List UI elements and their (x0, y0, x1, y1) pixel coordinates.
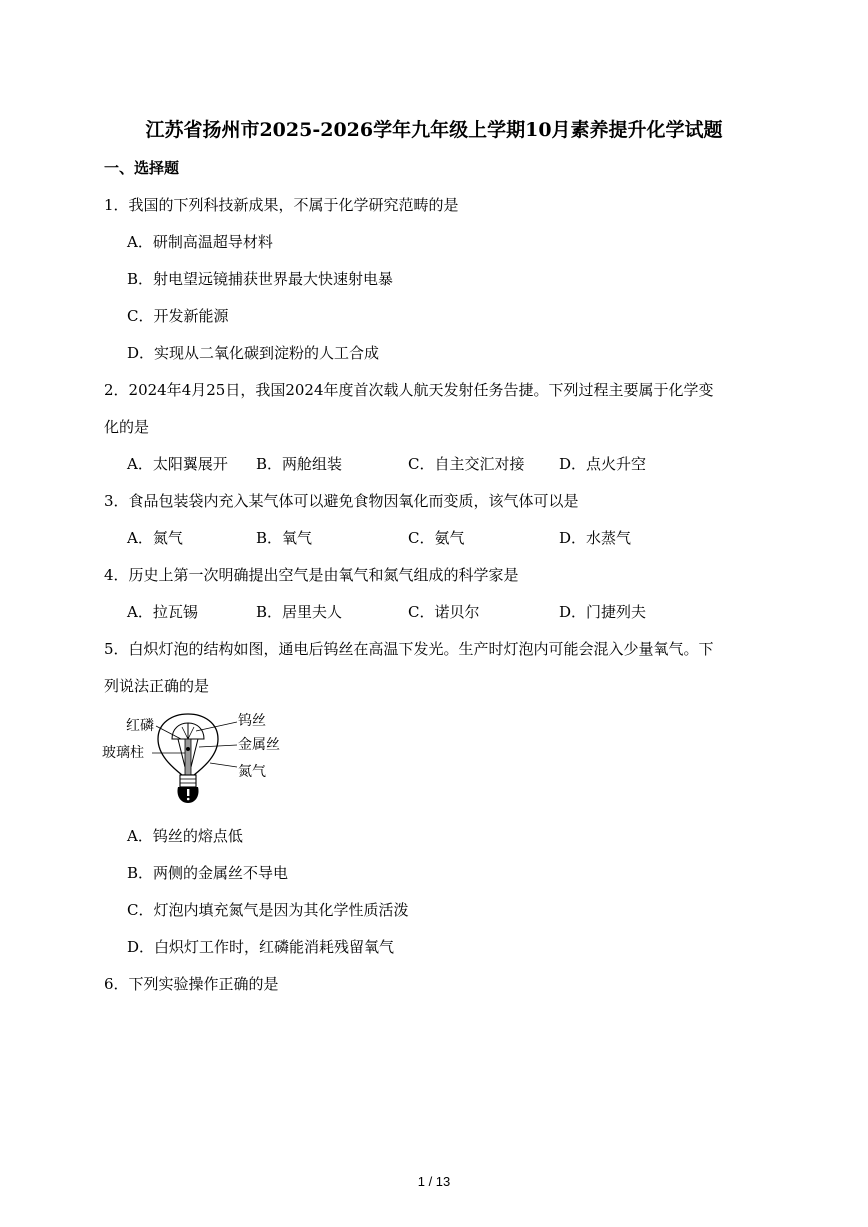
label-nitrogen: 氮气 (238, 764, 266, 780)
question-6-stem: 6．下列实验操作正确的是 (104, 975, 279, 993)
question-1-stem: 1．我国的下列科技新成果，不属于化学研究范畴的是 (104, 196, 459, 214)
section-heading: 一、选择题 (104, 159, 180, 177)
question-1-option-c: C．开发新能源 (127, 307, 229, 325)
question-5-stem-line2: 列说法正确的是 (104, 677, 210, 695)
question-4-option-d: D．门捷列夫 (559, 603, 647, 621)
light-bulb-diagram (102, 709, 292, 809)
question-2-option-d: D．点火升空 (559, 455, 647, 473)
question-4-stem: 4．历史上第一次明确提出空气是由氧气和氮气组成的科学家是 (104, 566, 519, 584)
question-5-option-a: A．钨丝的熔点低 (127, 827, 243, 845)
question-5-option-b: B．两侧的金属丝不导电 (127, 864, 289, 882)
question-5-option-d: D．白炽灯工作时，红磷能消耗残留氧气 (127, 938, 395, 956)
question-4-option-b: B．居里夫人 (256, 603, 343, 621)
page-title: 江苏省扬州市2025-2026学年九年级上学期10月素养提升化学试题 (145, 119, 723, 141)
question-4-option-c: C．诺贝尔 (408, 603, 480, 621)
question-2-stem-line2: 化的是 (104, 418, 150, 436)
question-4-option-a: A．拉瓦锡 (127, 603, 198, 621)
page-number: 1 / 13 (417, 1174, 451, 1189)
label-tungsten: 钨丝 (238, 713, 266, 729)
question-2-option-a: A．太阳翼展开 (127, 455, 228, 473)
question-5-stem-line1: 5．白炽灯泡的结构如图，通电后钨丝在高温下发光。生产时灯泡内可能会混入少量氧气。下 (104, 640, 714, 658)
question-3-option-b: B．氧气 (256, 529, 313, 547)
question-3-option-a: A．氮气 (127, 529, 183, 547)
question-3-stem: 3．食品包装袋内充入某气体可以避免食物因氧化而变质，该气体可以是 (104, 492, 579, 510)
label-glass-pillar: 玻璃柱 (102, 745, 144, 761)
question-1-option-d: D．实现从二氧化碳到淀粉的人工合成 (127, 344, 380, 362)
question-1-option-b: B．射电望远镜捕获世界最大快速射电暴 (127, 270, 394, 288)
question-5-option-c: C．灯泡内填充氮气是因为其化学性质活泼 (127, 901, 409, 919)
question-2-option-c: C．自主交汇对接 (408, 455, 525, 473)
question-3-option-c: C．氨气 (408, 529, 465, 547)
label-red-phosphorus: 红磷 (126, 718, 154, 734)
question-2-option-b: B．两舱组装 (256, 455, 343, 473)
question-3-option-d: D．水蒸气 (559, 529, 632, 547)
question-2-stem-line1: 2．2024年4月25日，我国2024年度首次载人航天发射任务告捷。下列过程主要属于化学变 (104, 381, 714, 399)
question-1-option-a: A．研制高温超导材料 (127, 233, 273, 251)
label-metal-wire: 金属丝 (238, 737, 280, 753)
